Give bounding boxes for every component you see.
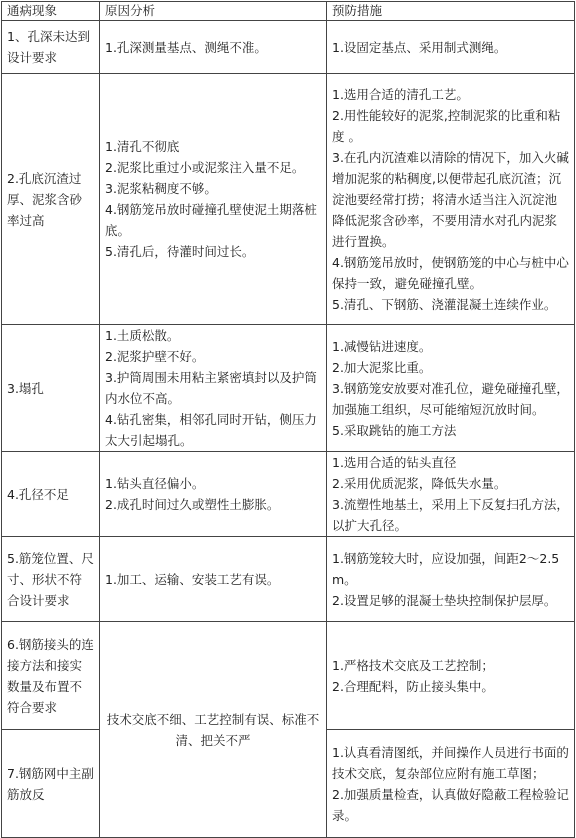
table-row <box>2 622 575 730</box>
shared-cause-cell: 技术交底不细、工艺控制有误、标准不清、把关不严 <box>100 622 327 838</box>
cause-cell: 1.土质松散。 2.泥浆护壁不好。 3.护筒周围未用粘主紧密填封以及护筒内水位不高。 4.钻孔密集，相邻孔同时开钻，侧压力太大引起塌孔。 <box>100 325 327 452</box>
prevention-cell: 1.选用合适的清孔工艺。 2.用性能较好的泥浆,控制泥浆的比重和粘度 。 3.在孔内沉渣难以清除的情况下，加入火碱增加泥浆的粘稠度,以便带起孔底沉渣；沉淀池要经常打捞；将清水适当注入沉淀池降低泥浆含砂率，不要用清水对孔内泥浆进行置换。 4.钢筋笼吊放时，使钢筋笼的中心与桩中心保持一致，避免碰撞孔壁。 5.清孔、下钢筋、浇灌混凝土连续作业。 <box>327 74 575 325</box>
cause-cell: 1.孔深测量基点、测绳不准。 <box>100 21 327 74</box>
cause-cell: 1.清孔不彻底 2.泥浆比重过小或泥浆注入量不足。 3.泥浆粘稠度不够。 4.钢筋笼吊放时碰撞孔壁使泥土期落桩底。 5.清孔后，待灌时间过长。 <box>100 74 327 325</box>
phenomenon-cell: 1、孔深未达到设计要求 <box>2 21 100 74</box>
phenomenon-cell: 4.孔径不足 <box>2 452 100 537</box>
prevention-cell: 1.设固定基点、采用制式测绳。 <box>327 21 575 74</box>
phenomenon-cell: 3.塌孔 <box>2 325 100 452</box>
prevention-cell: 1.严格技术交底及工艺控制； 2.合理配料，防止接头集中。 <box>327 622 575 730</box>
table-row <box>2 21 575 74</box>
header-prevention: 预防措施 <box>327 2 575 21</box>
table-row <box>2 452 575 537</box>
header-cause: 原因分析 <box>100 2 327 21</box>
table-row <box>2 325 575 452</box>
table-header-row <box>2 2 575 21</box>
prevention-cell: 1.钢筋笼较大时，应设加强，间距2～2.5m。 2.设置足够的混凝士垫块控制保护层厚。 <box>327 537 575 622</box>
cause-cell: 1.加工、运输、安装工艺有误。 <box>100 537 327 622</box>
prevention-cell: 1.选用合适的钻头直径 2.采用优质泥浆，降低失水量。 3.流塑性地基土，采用上下反复扫孔方法，以扩大孔径。 <box>327 452 575 537</box>
phenomenon-cell: 5.筋笼位置、尺寸、形状不符合设计要求 <box>2 537 100 622</box>
phenomenon-cell: 7.钢筋网中主副筋放反 <box>2 730 100 838</box>
prevention-cell: 1.减慢钻进速度。 2.加大泥浆比重。 3.钢筋笼安放要对准孔位，避免碰撞孔壁，加强施工组织，尽可能缩短沉放时间。 5.采取跳钻的施工方法 <box>327 325 575 452</box>
defect-prevention-table <box>1 1 575 838</box>
phenomenon-cell: 6.钢筋接头的连接方法和接实数量及布置不符合要求 <box>2 622 100 730</box>
table-row <box>2 74 575 325</box>
cause-cell: 1.钻头直径偏小。 2.成孔时间过久或塑性土膨胀。 <box>100 452 327 537</box>
prevention-cell: 1.认真看清图纸，并间操作人员进行书面的技术交底，复杂部位应附有施工草图； 2.加强质量检查，认真做好隐蔽工程检验记录。 <box>327 730 575 838</box>
header-phenomenon: 通病现象 <box>2 2 100 21</box>
phenomenon-cell: 2.孔底沉渣过厚、泥浆含砂率过高 <box>2 74 100 325</box>
table-row <box>2 537 575 622</box>
